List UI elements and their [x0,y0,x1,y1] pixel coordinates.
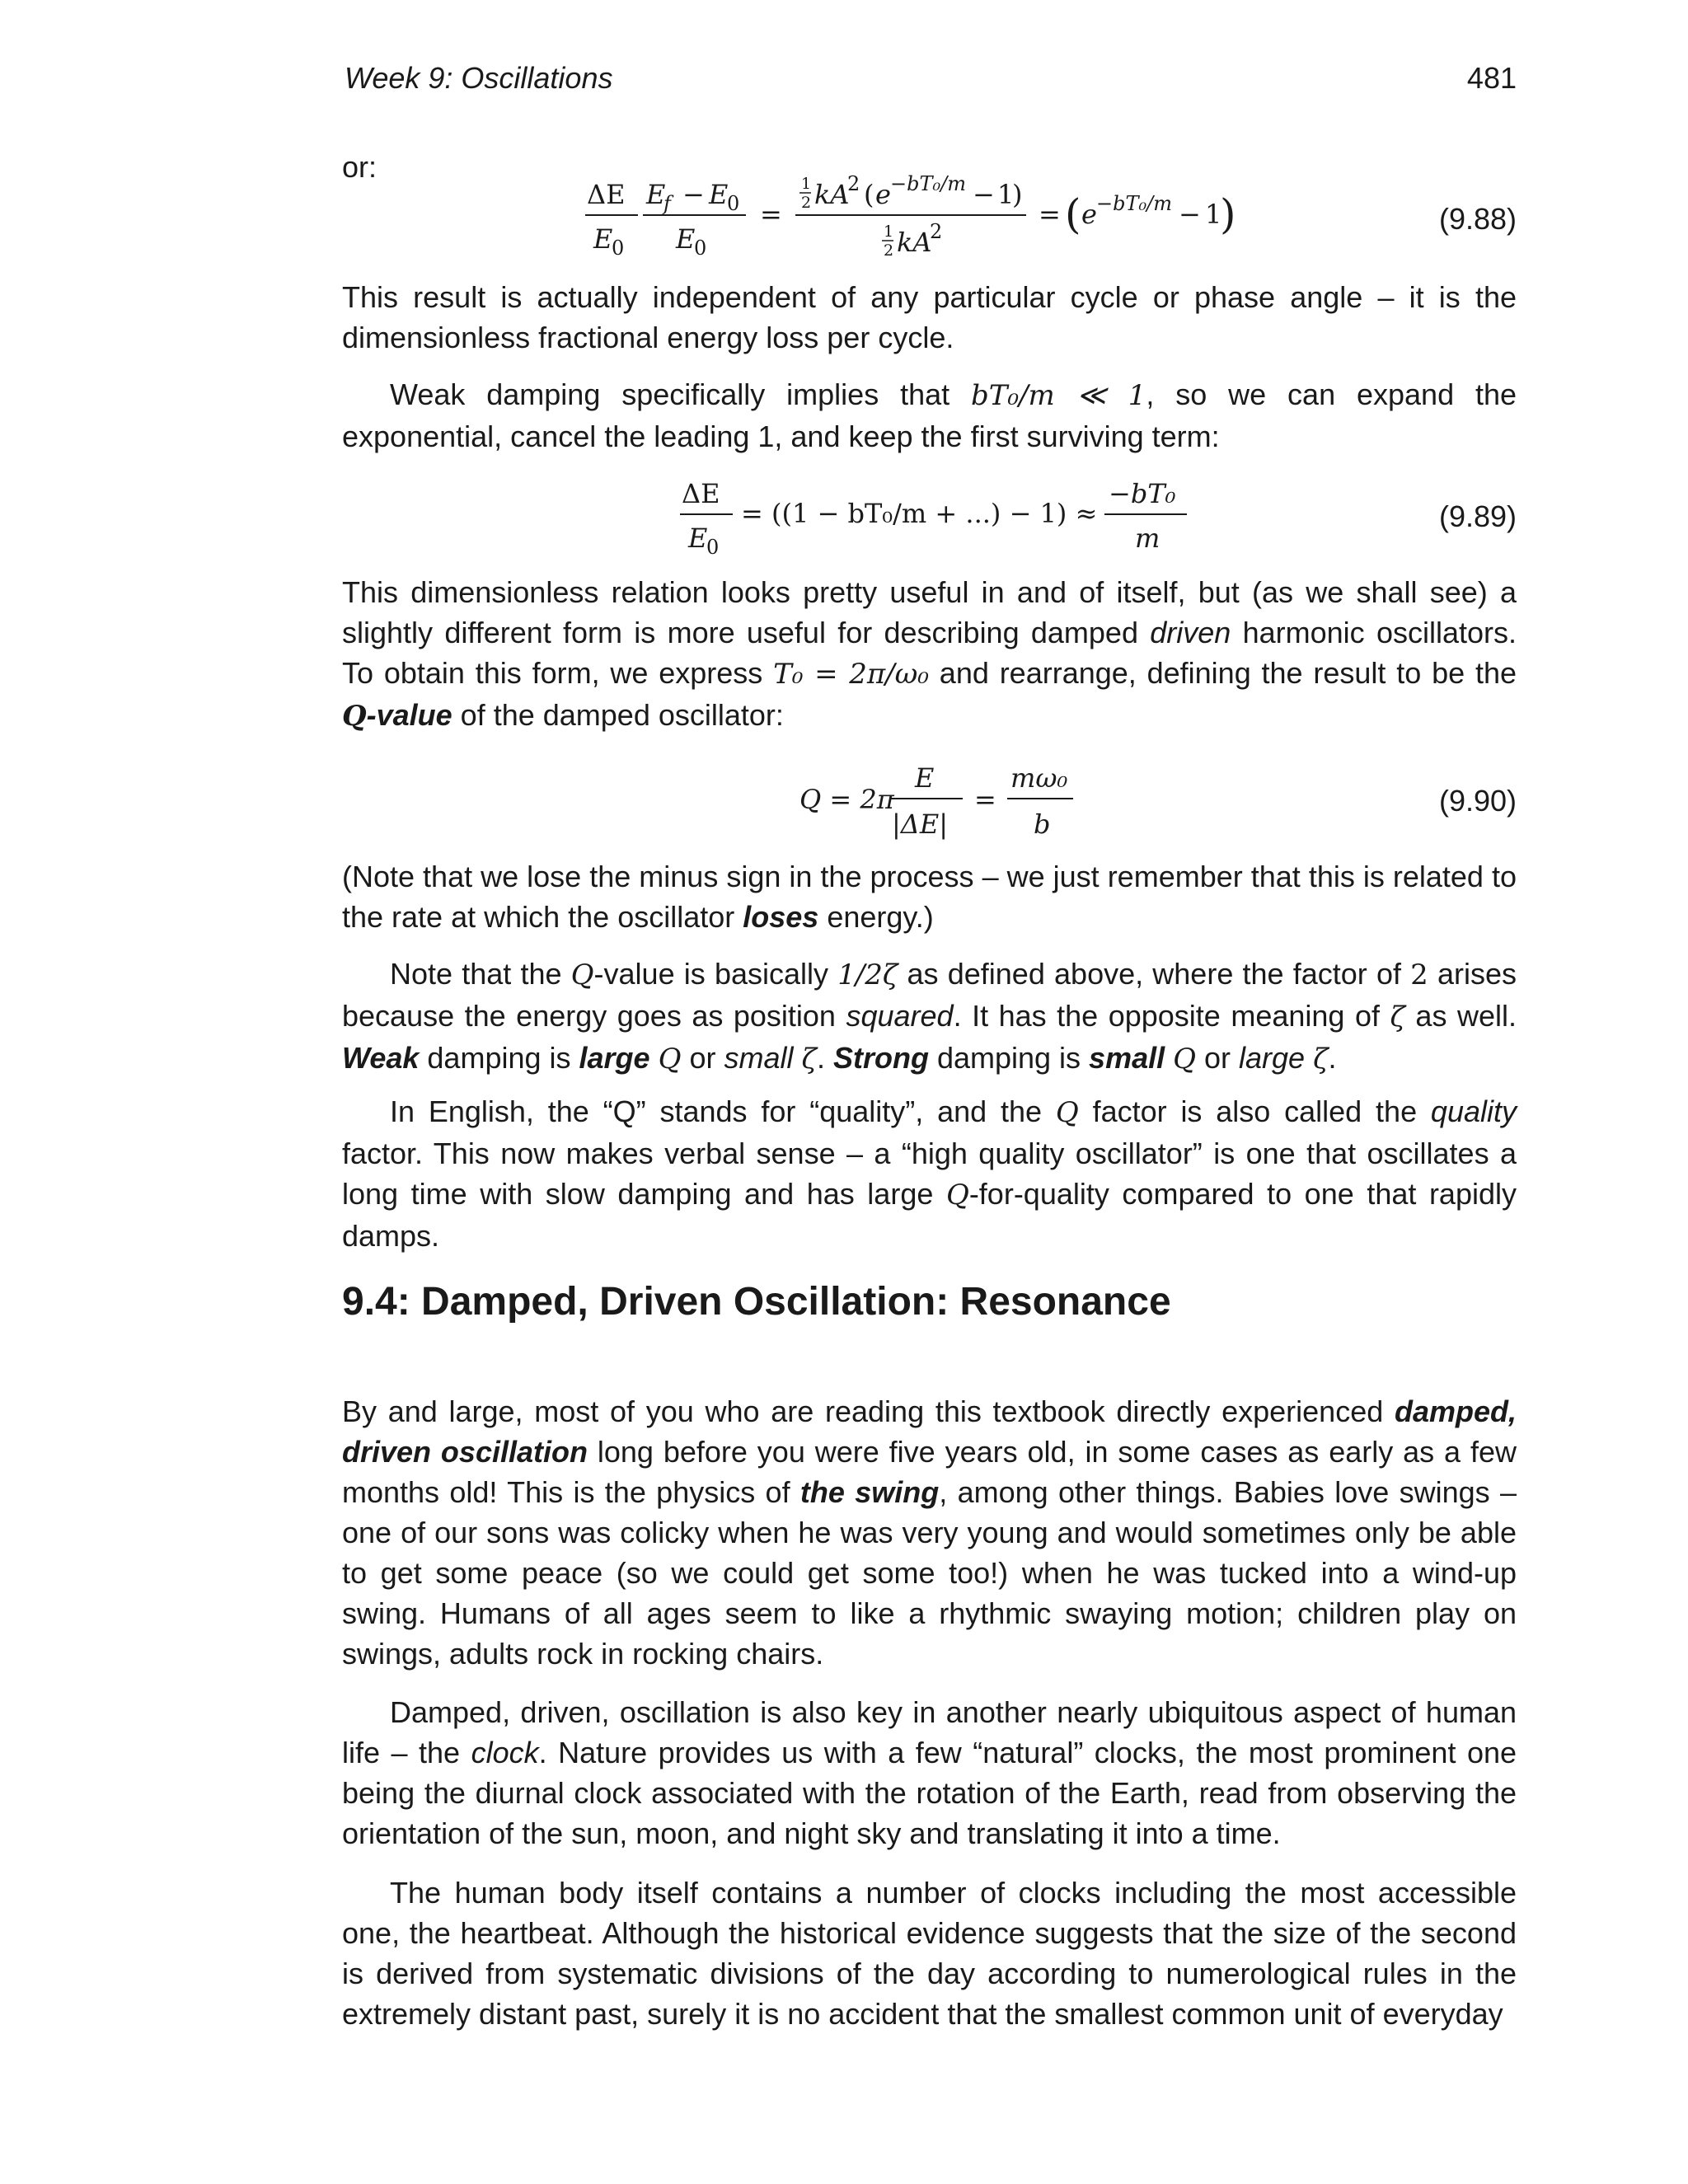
eq989-e0-sub: 0 [706,536,720,559]
eq988-e0-den2-sub: 0 [694,237,707,260]
eq988-lparen1: ( [864,179,874,210]
p2-text-a: Weak damping specifically implies that [390,377,971,411]
p5-q1: Q [570,958,594,991]
eq988-half-den: 2 [801,194,812,212]
eq988-half-num2: 1 [884,223,894,241]
p4-text-a: (Note that we lose the minus sign in the process – we just remember that this is related to the rate at which the oscillator [342,860,1517,934]
eq988-exp-base1: e [875,179,891,210]
equation-number-9-90: (9.90) [1438,784,1517,818]
eq988-equals2: = [1039,199,1061,230]
eq988-ef-sub: f [663,192,671,215]
p5-zeta1: ζ [1390,1001,1405,1033]
or-label: or: [342,150,377,184]
p3-text-c: and rearrange, defining the result to be the [928,656,1517,690]
p7-text-a: By and large, most of you who are reading this textbook directly experienced [342,1394,1395,1428]
eq988-ka: kA [814,179,850,210]
eq989-middle: = ((1 − bT₀/m + ...) − 1) ≈ [741,498,1098,529]
p7-text-c: , among other things. Babies love swings – one of our sons was colicky when he was very young and would sometimes only be able to get some peace (so we could get some too!) when he was tucked into a wind-up swing. Humans of all ages seem to like a rhythmic swaying motion; children play on swings, adults rock in rocking chairs. [342,1475,1517,1671]
equation-9-89-svg [680,470,1216,560]
eq988-half-den2: 2 [884,241,894,260]
p5-text-g: damping is [419,1041,579,1075]
equation-9-90-body [799,754,1129,845]
eq988-exp-power1: −bT₀/m [890,172,966,195]
eq988-minus1: − [682,179,705,210]
p5-math-1-over-2zeta: 1/2ζ [837,958,898,991]
p3-text-a: This dimensionless relation looks pretty useful in and of itself, but (as we shall see) a slightly different form is more useful for describing damped [342,575,1517,649]
p3-math: T₀ = 2π/ω₀ [773,658,929,691]
p5-text-k: or [1196,1041,1240,1075]
eq988-sq2: 2 [930,220,943,243]
equation-9-89-body [680,470,1216,560]
eq988-rparen2: ) [1220,190,1236,238]
p5-em-large: large [1239,1041,1306,1075]
p8-text-a: Damped, driven, oscillation is also key in another nearly ubiquitous aspect of human life – the [342,1695,1517,1769]
paragraph-8 [342,1692,1517,1854]
p5-strong-strong: Strong [832,1041,929,1075]
p5-text-h: or [681,1041,724,1075]
p5-zeta3: ζ [1313,1043,1329,1076]
p3-text-b: harmonic oscillators. To obtain this form, we express [342,616,1517,690]
p5-text-c: as defined above, where the factor of [898,957,1411,991]
eq988-one2: 1 [1205,199,1222,230]
eq988-e0-num: E [709,179,729,210]
p4-strong-loses: loses [743,900,819,934]
p2-text-b: , so we can expand the exponential, cancel the leading 1, and keep the first surviving term: [342,377,1517,453]
eq990-abs-delta-e: |ΔE| [892,808,949,840]
p4-text-b: energy.) [818,900,934,934]
eq988-lparen2: ( [1065,190,1081,238]
eq988-e0-den2: E [676,223,696,255]
eq989-num: −bT₀ [1109,478,1176,509]
p8-text-b: . Nature provides us with a few “natural” clocks, the most prominent one being the diurnal clock associated with the rotation of the Earth, read from observing the orientation of the sun, moon, and night sky and translating it into a time. [342,1736,1517,1850]
p2-math: bT₀/m ≪ 1 [971,379,1146,412]
p3-q-symbol: Q [342,700,367,733]
eq988-half-num: 1 [801,175,812,193]
p5-strong-large: large [579,1041,650,1075]
eq988-e0-den1: E [593,223,613,255]
p3-em-driven: driven [1150,616,1231,649]
page-number: 481 [1466,61,1517,95]
p5-zeta2: ζ [801,1043,817,1076]
paragraph-6 [342,1091,1517,1256]
eq989-delta-e: ΔE [682,478,720,509]
paragraph-1: This result is actually independent of any particular cycle or phase angle – it is the dimensionless fractional energy loss per cycle. [342,280,1517,354]
p6-text-b: factor is also called the [1078,1094,1431,1128]
p5-text-j: damping is [928,1041,1090,1075]
p5-em-squared: squared [846,999,954,1033]
running-head [342,61,1517,102]
equation-9-89 [342,470,1517,560]
eq988-delta-e: ΔE [587,179,626,210]
p6-text-d: -for-quality compared to one that rapidly damps. [342,1177,1517,1253]
equation-9-88-svg [585,169,1327,260]
eq988-minus3: − [1179,199,1201,230]
p7-strong-the-swing: the swing [799,1475,940,1509]
p3-strong-q-value: -value [366,698,452,732]
p5-text-i: . [816,1041,833,1075]
eq989-e0: E [688,523,708,554]
p5-text-d: arises because the energy goes as position [342,957,1517,1033]
p5-q2: Q [658,1043,682,1076]
p7-strong-damped-driven: damped, driven oscillation [342,1394,1517,1469]
p5-em-small: small [724,1041,794,1075]
equation-9-90 [342,754,1517,845]
eq990-e: E [915,762,935,794]
p6-q2: Q [945,1179,969,1212]
eq990-lhs: Q = 2π [799,784,894,815]
eq988-ka2: kA [897,227,932,258]
p5-text-b: -value is basically [593,957,838,991]
eq988-ef: E [646,179,666,210]
paragraph-5 [342,954,1517,1080]
p8-em-clock: clock [471,1736,539,1769]
p3-text-d: of the damped oscillator: [452,698,784,732]
paragraph-4 [342,856,1517,937]
textbook-page [342,0,1517,2184]
eq988-e0-den1-sub: 0 [612,237,625,260]
p5-text-l: . [1328,1041,1337,1075]
eq988-rparen1: ) [1012,179,1023,210]
p6-q1: Q [1055,1096,1079,1129]
p5-text-f: as well. [1404,999,1517,1033]
p5-text-a: Note that the [390,957,571,991]
p5-strong-weak: Weak [342,1041,420,1075]
eq989-den: m [1135,523,1160,554]
running-title: Week 9: Oscillations [345,61,613,95]
paragraph-7 [342,1391,1517,1674]
eq988-sq: 2 [847,172,860,195]
equation-9-90-svg [799,754,1129,845]
p5-strong-small: small [1089,1041,1165,1075]
eq988-one1: 1 [997,179,1015,210]
eq990-num: mω₀ [1010,762,1068,794]
paragraph-9: The human body itself contains a number of clocks including the most accessible one, the heartbeat. Although the historical evidence suggests that the size of the second is derived from systematic divisions of the day according to numerological rules in the extremely distant past, surely it is no accident that the smallest common unit of everyday [342,1876,1517,2031]
p6-text-a: In English, the “Q” stands for “quality”, and the [390,1094,1056,1128]
eq988-equals1: = [760,199,782,230]
eq990-den: b [1034,808,1051,840]
equation-number-9-89: (9.89) [1438,499,1517,533]
eq988-exp-power2: −bT₀/m [1096,192,1172,215]
eq988-e0-num-sub: 0 [727,192,740,215]
paragraph-2 [342,374,1517,457]
p5-two: 2 [1410,958,1428,991]
equation-number-9-88: (9.88) [1438,202,1517,236]
eq988-minus2: − [973,179,995,210]
p5-text-e: . It has the opposite meaning of [953,999,1390,1033]
p7-text-b: long before you were five years old, in some cases as early as a few months old! This is the physics of [342,1435,1517,1509]
p6-text-c: factor. This now makes verbal sense – a “high quality oscillator” is one that oscillates a long time with slow damping and has large [342,1137,1517,1211]
p6-em-quality: quality [1430,1094,1517,1128]
p5-q3: Q [1173,1043,1196,1076]
paragraph-3 [342,572,1517,737]
eq988-exp-base2: e [1081,199,1097,230]
section-heading: 9.4: Damped, Driven Oscillation: Resonance [342,1280,1171,1324]
equation-9-88-body [585,169,1327,260]
equation-9-88 [342,169,1517,260]
eq990-equals: = [974,784,996,815]
